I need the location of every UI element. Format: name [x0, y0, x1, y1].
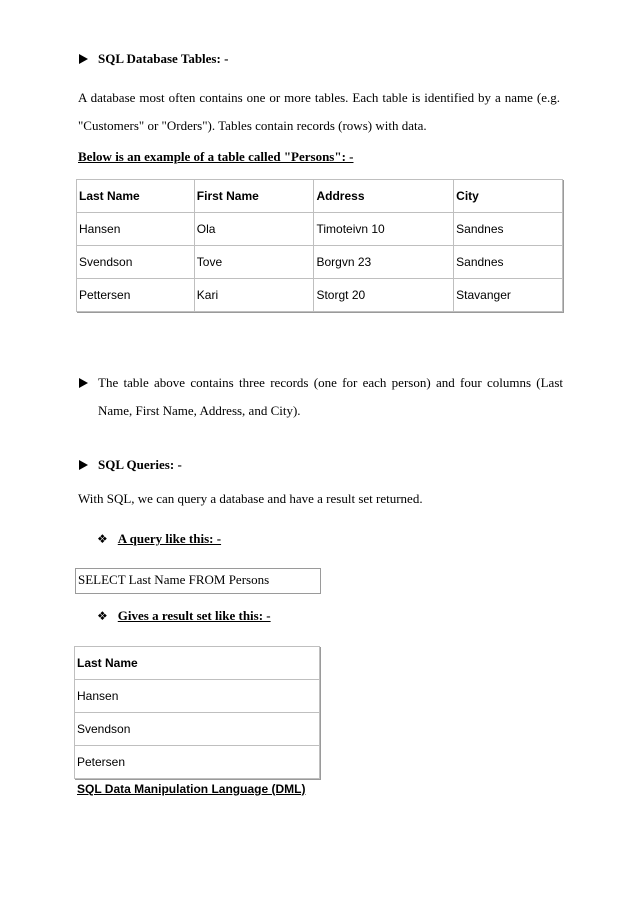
- column-header: City: [454, 180, 563, 213]
- result-table: [74, 646, 320, 779]
- query-code-box: [75, 568, 321, 594]
- query-label: [97, 531, 221, 547]
- section-heading-queries-text: SQL Queries: -: [98, 457, 182, 472]
- diamond-bullet-icon: ❖: [97, 532, 108, 546]
- table-row: [77, 279, 563, 312]
- tables-paragraph: [78, 84, 560, 140]
- column-header: First Name: [194, 180, 314, 213]
- example-caption: Below is an example of a table called "Persons": -: [78, 149, 354, 164]
- arrow-bullet-icon: [79, 460, 88, 470]
- result-label: [97, 608, 271, 624]
- dml-heading: SQL Data Manipulation Language (DML): [77, 782, 306, 796]
- diamond-bullet-icon: ❖: [97, 609, 108, 623]
- table-note-line1: The table above contains three records (one for each person) and four columns (Last: [98, 375, 563, 390]
- queries-intro: With SQL, we can query a database and have a result set returned.: [78, 491, 423, 506]
- table-cell: Hansen: [75, 680, 320, 713]
- tables-paragraph-line1: A database most often contains one or more tables. Each table is identified by a name (e.g.: [78, 90, 560, 105]
- table-note: [79, 369, 563, 425]
- table-cell: Sandnes: [454, 213, 563, 246]
- query-label-text: A query like this: -: [117, 531, 222, 546]
- table-cell: Pettersen: [77, 279, 195, 312]
- table-cell: Petersen: [75, 746, 320, 779]
- section-heading-queries: [79, 457, 182, 473]
- table-cell: Svendson: [77, 246, 195, 279]
- table-cell: Stavanger: [454, 279, 563, 312]
- table-cell: Storgt 20: [314, 279, 454, 312]
- table-note-line2: Name, First Name, Address, and City).: [98, 403, 301, 418]
- table-cell: Svendson: [75, 713, 320, 746]
- tables-paragraph-line2: "Customers" or "Orders"). Tables contain records (rows) with data.: [78, 118, 427, 133]
- arrow-bullet-icon: [79, 378, 88, 388]
- table-row: [75, 680, 320, 713]
- table-row: [77, 246, 563, 279]
- table-cell: Ola: [194, 213, 314, 246]
- column-header: Address: [314, 180, 454, 213]
- table-row: [77, 213, 563, 246]
- result-label-text: Gives a result set like this: -: [117, 608, 271, 623]
- arrow-bullet-icon: [79, 54, 88, 64]
- table-cell: Timoteivn 10: [314, 213, 454, 246]
- table-cell: Tove: [194, 246, 314, 279]
- table-cell: Sandnes: [454, 246, 563, 279]
- query-text: SELECT Last Name FROM Persons: [78, 572, 270, 587]
- table-cell: Kari: [194, 279, 314, 312]
- table-header-row: [75, 647, 320, 680]
- table-cell: Borgvn 23: [314, 246, 454, 279]
- table-header-row: [77, 180, 563, 213]
- table-cell: Hansen: [77, 213, 195, 246]
- table-row: [75, 713, 320, 746]
- persons-table: [76, 179, 563, 312]
- table-row: [75, 746, 320, 779]
- section-heading-tables: [79, 51, 228, 67]
- column-header: Last Name: [77, 180, 195, 213]
- column-header: Last Name: [75, 647, 320, 680]
- section-heading-tables-text: SQL Database Tables: -: [98, 51, 229, 66]
